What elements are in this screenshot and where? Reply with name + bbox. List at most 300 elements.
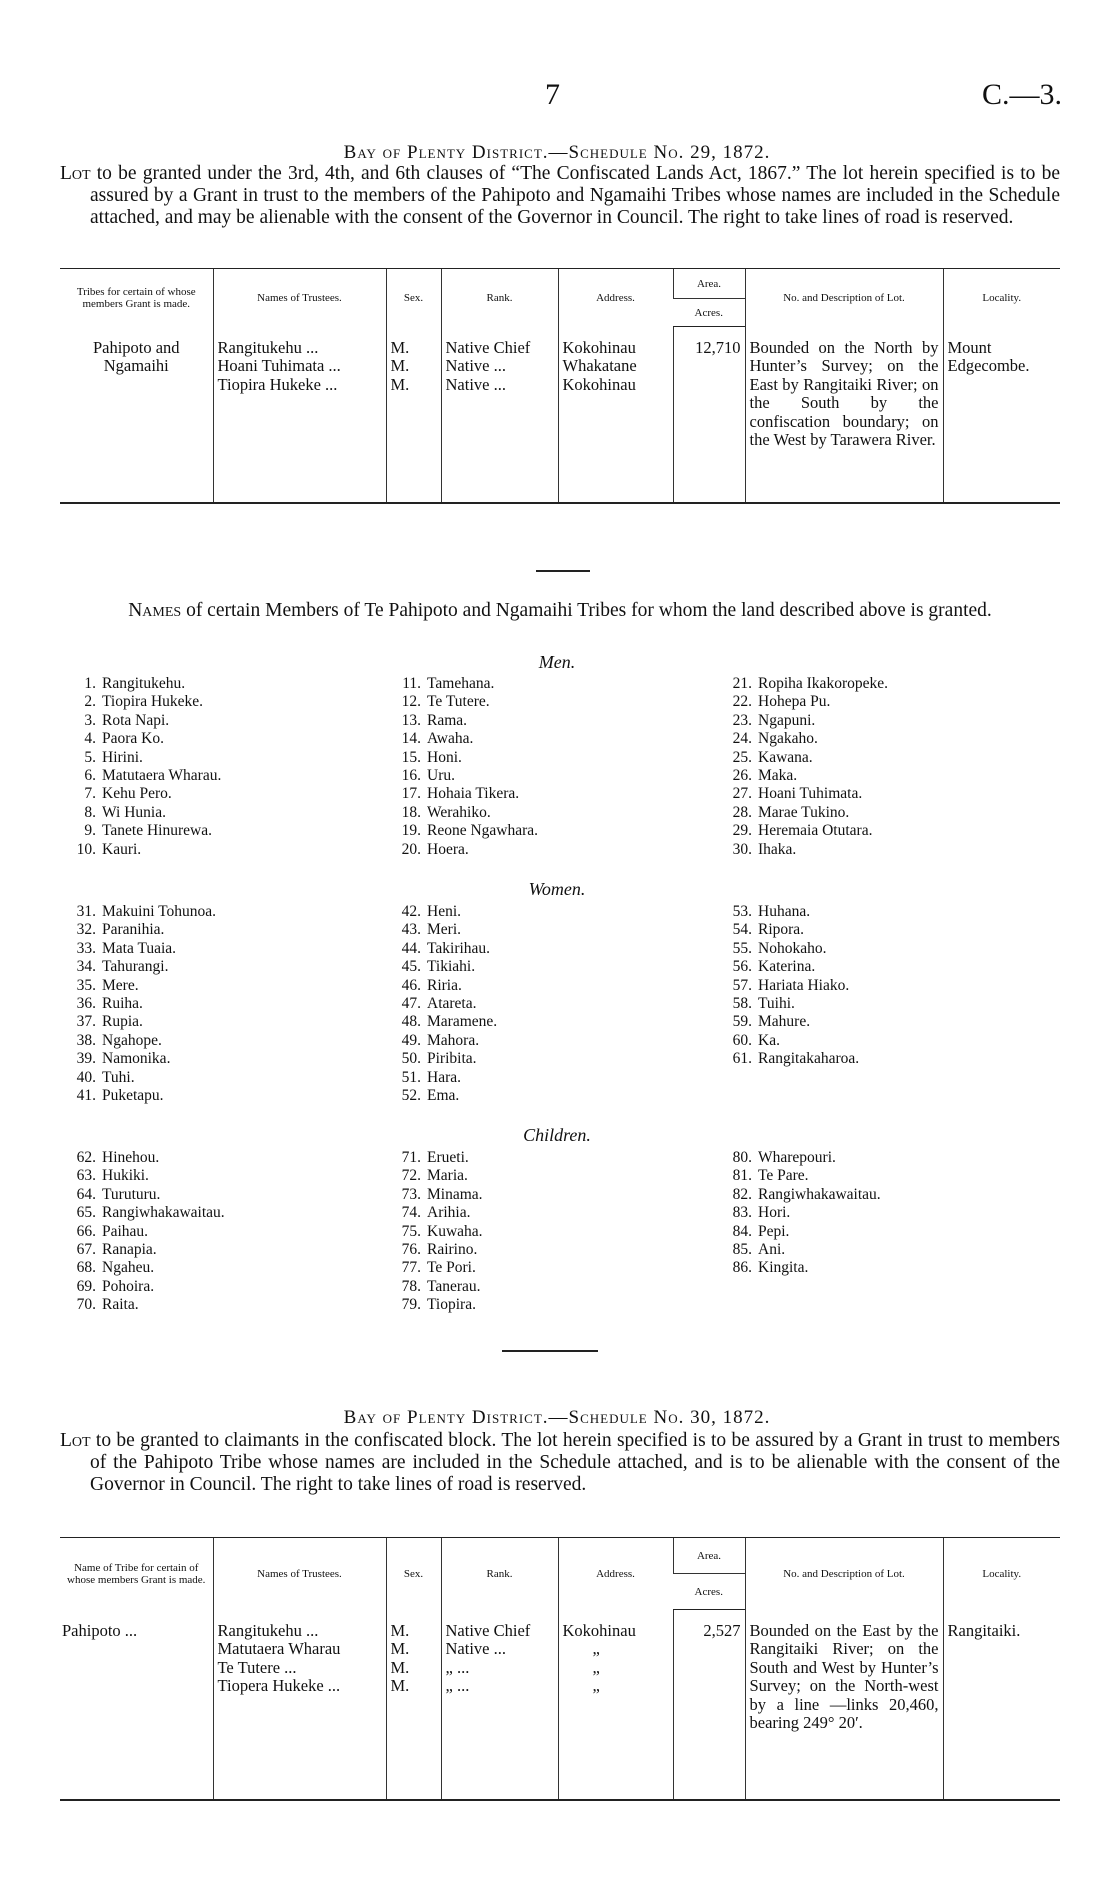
list-item — [66, 1149, 225, 1167]
header-sex: Sex. — [386, 269, 441, 327]
tribe-cell: Pahipoto and Ngamaihi — [60, 327, 213, 503]
trustees-cell — [213, 327, 386, 503]
list-item — [722, 921, 859, 939]
list-item — [66, 675, 221, 693]
list-item — [66, 1241, 225, 1259]
table-row — [60, 327, 1060, 503]
list-item-name: Maria. — [427, 1167, 468, 1185]
list-item — [722, 1241, 881, 1259]
list-item-name: Minama. — [427, 1185, 483, 1203]
list-item-name: Kingita. — [758, 1259, 809, 1277]
list-item — [722, 903, 859, 921]
list-item-number: 33. — [76, 939, 96, 957]
list-item-number: 41. — [76, 1087, 96, 1105]
list-item-name: Rangiwhakawaitau. — [758, 1185, 881, 1203]
list-item-number: 2. — [84, 693, 96, 711]
women-label: Women. — [528, 879, 586, 899]
list-item-name: Ripora. — [758, 921, 805, 939]
list-item — [722, 785, 888, 803]
list-item — [66, 958, 216, 976]
list-item-number: 42. — [401, 903, 421, 920]
list-item-name: Paranihia. — [102, 921, 165, 939]
list-item-number: 54. — [732, 921, 752, 939]
list-item — [66, 804, 221, 822]
list-item-name: Ngakaho. — [758, 730, 818, 748]
list-item — [722, 1259, 881, 1277]
list-item-number: 67. — [76, 1241, 96, 1259]
list-item-number: 43. — [401, 921, 421, 939]
list-item — [722, 1050, 859, 1068]
sex: M. — [390, 1639, 410, 1658]
list-item — [722, 749, 888, 767]
list-item-name: Hirini. — [102, 748, 143, 766]
list-item — [66, 712, 221, 730]
list-item-number: 24. — [732, 730, 752, 748]
sex: M. — [390, 1657, 410, 1677]
schedule-30-paragraph — [60, 1430, 1060, 1496]
names-heading-text: of certain Members of Te Pahipoto and Ngamaihi Tribes for whom the land described above is granted. — [181, 600, 992, 621]
list-item — [391, 1069, 497, 1087]
men-label: Men. — [538, 652, 576, 672]
list-item — [722, 1149, 881, 1167]
list-item-name: Uru. — [427, 767, 455, 785]
list-item — [722, 1032, 859, 1050]
list-item-number: 44. — [401, 939, 421, 957]
list-item-name: Marae Tukino. — [758, 803, 850, 821]
header-area: Area. — [673, 1538, 745, 1574]
list-item-number: 62. — [76, 1149, 96, 1166]
list-item — [722, 675, 888, 693]
list-item — [391, 804, 538, 822]
list-item-name: Mahora. — [427, 1031, 480, 1049]
children-column-2 — [391, 1149, 483, 1315]
list-item — [722, 804, 888, 822]
list-item-name: Tiopira Hukeke. — [102, 693, 204, 711]
list-item-number: 39. — [76, 1050, 96, 1068]
men-column-3 — [722, 675, 888, 859]
trustee: Te Tutere ... — [217, 1657, 297, 1677]
list-item-name: Piribita. — [427, 1050, 477, 1068]
list-item — [391, 903, 497, 921]
list-item-number: 12. — [401, 693, 421, 711]
list-item-number: 18. — [401, 803, 421, 821]
list-item-name: Tuihi. — [758, 995, 795, 1013]
list-item — [66, 1050, 216, 1068]
list-item-number: 56. — [732, 958, 752, 976]
list-item-name: Rupia. — [102, 1013, 143, 1031]
list-item-name: Tamehana. — [427, 675, 495, 692]
trustee: Matutaera Wharau — [217, 1639, 341, 1658]
list-item-name: Paora Ko. — [102, 730, 164, 748]
list-item — [66, 1296, 225, 1314]
list-item-name: Maramene. — [427, 1013, 498, 1031]
list-item-number: 53. — [732, 903, 752, 920]
header-address: Address. — [558, 269, 673, 327]
list-item-number: 81. — [732, 1167, 752, 1185]
list-item — [722, 1204, 881, 1222]
list-item-name: Reone Ngawhara. — [427, 822, 539, 840]
list-item — [391, 693, 538, 711]
list-item — [66, 693, 221, 711]
women-column-1 — [66, 903, 216, 1105]
list-item-name: Te Pare. — [758, 1167, 809, 1185]
address: Kokohinau — [562, 337, 636, 357]
men-column-2 — [391, 675, 538, 859]
list-item-name: Kehu Pero. — [102, 785, 172, 803]
header-description: No. and Description of Lot. — [745, 269, 943, 327]
list-item — [391, 977, 497, 995]
list-item-number: 60. — [732, 1031, 752, 1049]
list-item — [66, 841, 221, 859]
list-item-number: 74. — [401, 1204, 421, 1222]
list-item — [66, 1259, 225, 1277]
list-item-name: Hohepa Pu. — [758, 693, 831, 711]
list-item-number: 15. — [401, 748, 421, 766]
list-item — [66, 995, 216, 1013]
list-item-number: 86. — [732, 1259, 752, 1277]
men-column-1 — [66, 675, 221, 859]
header-rank: Rank. — [441, 269, 558, 327]
list-item-name: Tikiahi. — [427, 958, 476, 976]
header-address: Address. — [558, 1538, 673, 1610]
list-item-name: Hariata Hiako. — [758, 976, 850, 994]
list-item — [391, 995, 497, 1013]
list-item — [391, 1032, 497, 1050]
list-item-name: Rairino. — [427, 1241, 478, 1259]
list-item — [391, 712, 538, 730]
tribe-cell: Pahipoto ... — [60, 1610, 213, 1800]
list-item — [391, 785, 538, 803]
list-item-name: Kuwaha. — [427, 1222, 483, 1240]
list-item-number: 26. — [732, 767, 752, 785]
schedule-30-table — [60, 1537, 1060, 1801]
list-item-number: 46. — [401, 976, 421, 994]
list-item — [391, 1278, 483, 1296]
list-item-number: 16. — [401, 767, 421, 785]
list-item-number: 76. — [401, 1241, 421, 1259]
list-item — [722, 995, 859, 1013]
list-item-name: Tanerau. — [427, 1277, 481, 1295]
list-item-number: 5. — [84, 748, 96, 766]
list-item-name: Namonika. — [102, 1050, 171, 1068]
list-item-number: 31. — [76, 903, 96, 920]
list-item-number: 30. — [732, 840, 752, 858]
list-item-name: Kauri. — [102, 840, 142, 858]
locality-cell: Rangitaiki. — [943, 1610, 1060, 1800]
sex: M. — [390, 337, 410, 357]
page-number: 7 — [545, 78, 560, 111]
list-item — [391, 1013, 497, 1031]
trustee: Tiopera Hukeke ... — [217, 1676, 341, 1695]
header-rank: Rank. — [441, 1538, 558, 1610]
address: Whakatane — [562, 356, 637, 375]
list-item-name: Hukiki. — [102, 1167, 149, 1185]
list-item-name: Heni. — [427, 903, 462, 920]
list-item — [66, 940, 216, 958]
list-item — [722, 1186, 881, 1204]
list-item-number: 25. — [732, 748, 752, 766]
list-item-name: Mahure. — [758, 1013, 811, 1031]
children-column-1 — [66, 1149, 225, 1315]
list-item-number: 20. — [401, 840, 421, 858]
rank: Native Chief — [445, 337, 531, 357]
list-item — [66, 1204, 225, 1222]
list-item-name: Rama. — [427, 711, 468, 729]
list-item-number: 4. — [84, 730, 96, 748]
list-item — [391, 675, 538, 693]
address-cell — [558, 1610, 673, 1800]
header-trustees: Names of Trustees. — [213, 1538, 386, 1610]
list-item-name: Nohokaho. — [758, 939, 827, 957]
list-item — [66, 1013, 216, 1031]
list-item-number: 23. — [732, 711, 752, 729]
list-item-number: 1. — [84, 675, 96, 692]
list-item — [722, 841, 888, 859]
list-item-name: Hinehou. — [102, 1149, 160, 1166]
list-item — [722, 958, 859, 976]
list-item — [391, 1223, 483, 1241]
list-item-name: Te Pori. — [427, 1259, 476, 1277]
names-heading — [60, 600, 1060, 622]
list-item — [722, 712, 888, 730]
list-item-name: Paihau. — [102, 1222, 149, 1240]
list-item-number: 75. — [401, 1222, 421, 1240]
trustees-cell — [213, 1610, 386, 1800]
header-sex: Sex. — [386, 1538, 441, 1610]
lead-word: Lot — [60, 1430, 91, 1451]
list-item-number: 83. — [732, 1204, 752, 1222]
list-item-name: Ngahope. — [102, 1031, 162, 1049]
list-item-name: Maka. — [758, 767, 798, 785]
list-item — [391, 1241, 483, 1259]
list-item — [391, 1149, 483, 1167]
list-item — [391, 1204, 483, 1222]
list-item-name: Hoani Tuhimata. — [758, 785, 863, 803]
list-item-number: 48. — [401, 1013, 421, 1031]
list-item — [391, 767, 538, 785]
list-item — [722, 693, 888, 711]
list-item-name: Arihia. — [427, 1204, 471, 1222]
list-item — [66, 749, 221, 767]
list-item — [66, 903, 216, 921]
children-column-3 — [722, 1149, 881, 1278]
list-item-number: 59. — [732, 1013, 752, 1031]
list-item-number: 70. — [76, 1296, 96, 1314]
sex-cell — [386, 327, 441, 503]
list-item — [391, 940, 497, 958]
list-item-number: 40. — [76, 1068, 96, 1086]
list-item — [66, 1167, 225, 1185]
sex: M. — [390, 356, 410, 375]
list-item-number: 68. — [76, 1259, 96, 1277]
list-item — [722, 1167, 881, 1185]
list-item-name: Makuini Tohunoa. — [102, 903, 217, 920]
women-column-3 — [722, 903, 859, 1069]
list-item-number: 28. — [732, 803, 752, 821]
header-acres: Acres. — [673, 299, 745, 327]
list-item — [391, 1259, 483, 1277]
list-item-name: Katerina. — [758, 958, 816, 976]
list-item-number: 52. — [401, 1087, 421, 1105]
list-item-name: Tanete Hinurewa. — [102, 822, 212, 840]
list-item-number: 3. — [84, 711, 96, 729]
list-item-number: 35. — [76, 976, 96, 994]
list-item-number: 61. — [732, 1050, 752, 1068]
list-item — [391, 958, 497, 976]
list-item-number: 22. — [732, 693, 752, 711]
header-area: Area. — [673, 269, 745, 299]
schedule-30-heading: Bay of Plenty District.—Schedule No. 30, 1872. — [343, 1407, 771, 1428]
list-item-number: 78. — [401, 1277, 421, 1295]
list-item — [391, 1087, 497, 1105]
list-item-name: Ruiha. — [102, 995, 143, 1013]
header-description: No. and Description of Lot. — [745, 1538, 943, 1610]
list-item — [391, 749, 538, 767]
rank-cell — [441, 327, 558, 503]
list-item-name: Pohoira. — [102, 1277, 155, 1295]
list-item — [722, 977, 859, 995]
divider — [502, 1350, 598, 1352]
list-item-number: 27. — [732, 785, 752, 803]
rank-cell — [441, 1610, 558, 1800]
trustee: Tiopira Hukeke ... — [217, 374, 338, 394]
list-item — [722, 940, 859, 958]
description-cell: Bounded on the North by Hunter’s Survey; on the East by Rangitaiki River; on the South by the confiscation boundary; on the West by Tarawera River. — [745, 327, 943, 503]
header-trustees: Names of Trustees. — [213, 269, 386, 327]
list-item-name: Hohaia Tikera. — [427, 785, 520, 803]
table-row — [60, 1610, 1060, 1800]
list-item — [66, 1032, 216, 1050]
list-item-name: Mata Tuaia. — [102, 939, 177, 957]
list-item-name: Honi. — [427, 748, 462, 766]
list-item-name: Ranapia. — [102, 1241, 157, 1259]
list-item-number: 10. — [76, 840, 96, 858]
list-item-number: 45. — [401, 958, 421, 976]
list-item — [722, 767, 888, 785]
list-item-number: 14. — [401, 730, 421, 748]
children-label: Children. — [523, 1125, 591, 1145]
list-item-number: 58. — [732, 995, 752, 1013]
list-item-number: 36. — [76, 995, 96, 1013]
list-item-number: 84. — [732, 1222, 752, 1240]
list-item — [391, 1050, 497, 1068]
list-item-name: Matutaera Wharau. — [102, 767, 222, 785]
list-item-name: Hoera. — [427, 840, 469, 858]
schedule-29-paragraph — [60, 163, 1060, 229]
list-item-name: Te Tutere. — [427, 693, 490, 711]
rank: Native ... — [445, 374, 506, 394]
acres-cell: 2,527 — [673, 1610, 745, 1800]
sex: M. — [390, 1676, 410, 1695]
list-item-number: 38. — [76, 1031, 96, 1049]
rank: „ ... — [445, 1676, 470, 1695]
header-acres: Acres. — [673, 1574, 745, 1610]
list-item-number: 85. — [732, 1241, 752, 1259]
list-item — [391, 841, 538, 859]
sex-cell — [386, 1610, 441, 1800]
list-item — [722, 1013, 859, 1031]
list-item-number: 55. — [732, 939, 752, 957]
list-item-number: 7. — [84, 785, 96, 803]
list-item-number: 72. — [401, 1167, 421, 1185]
list-item — [66, 921, 216, 939]
lead-word: Lot — [60, 163, 91, 184]
rank: „ ... — [445, 1657, 470, 1677]
list-item-number: 79. — [401, 1296, 421, 1314]
list-item-number: 64. — [76, 1185, 96, 1203]
list-item-name: Rangitukehu. — [102, 675, 186, 692]
list-item-name: Tiopira. — [427, 1296, 476, 1314]
address: „ — [592, 1676, 600, 1695]
list-item-number: 11. — [402, 675, 421, 692]
acres-cell: 12,710 — [673, 327, 745, 503]
list-item-name: Raita. — [102, 1296, 139, 1314]
list-item-number: 9. — [84, 822, 96, 840]
header-tribe: Name of Tribe for certain of whose members Grant is made. — [60, 1538, 213, 1610]
list-item-name: Awaha. — [427, 730, 474, 748]
list-item-number: 65. — [76, 1204, 96, 1222]
list-item-name: Takirihau. — [427, 939, 491, 957]
header-tribes: Tribes for certain of whose members Grant is made. — [60, 269, 213, 327]
list-item — [722, 822, 888, 840]
list-item — [66, 977, 216, 995]
list-item-number: 19. — [401, 822, 421, 840]
list-item — [722, 730, 888, 748]
list-item-name: Hori. — [758, 1204, 791, 1222]
list-item-name: Pepi. — [758, 1222, 790, 1240]
list-item — [66, 767, 221, 785]
list-item-name: Meri. — [427, 921, 462, 939]
women-column-2 — [391, 903, 497, 1105]
list-item — [391, 822, 538, 840]
list-item-name: Ropiha Ikakoropeke. — [758, 675, 888, 692]
list-item-number: 37. — [76, 1013, 96, 1031]
address-cell — [558, 327, 673, 503]
list-item-number: 71. — [401, 1149, 421, 1166]
list-item-number: 57. — [732, 976, 752, 994]
list-item-name: Heremaia Otutara. — [758, 822, 873, 840]
list-item-number: 82. — [732, 1185, 752, 1203]
address: „ — [592, 1657, 600, 1677]
schedule-29-heading: Bay of Plenty District.—Schedule No. 29, 1872. — [343, 142, 771, 163]
list-item-name: Riria. — [427, 976, 462, 994]
list-item-name: Wi Hunia. — [102, 803, 166, 821]
list-item-name: Rangitakaharoa. — [758, 1050, 860, 1068]
header-locality: Locality. — [943, 269, 1060, 327]
list-item-name: Ihaka. — [758, 840, 797, 858]
list-item-number: 66. — [76, 1222, 96, 1240]
list-item — [66, 730, 221, 748]
rank: Native ... — [445, 356, 506, 375]
paragraph-text: to be granted to claimants in the confiscated block. The lot herein specified is to be assured by a Grant in trust to members of the Pahipoto Tribe whose names are included in the Schedule attached, and is to be alienable with the consent of the Governor in Council. The right to take lines of road is reserved. — [90, 1430, 1060, 1495]
schedule-29-table — [60, 268, 1060, 504]
list-item-name: Ani. — [758, 1241, 786, 1259]
list-item — [66, 1186, 225, 1204]
locality-cell: Mount Edgecombe. — [943, 327, 1060, 503]
description-cell: Bounded on the East by the Rangitaiki River; on the South and West by Hunter’s Survey; on the North-west by a line —links 20,460, bearing 249° 20′. — [745, 1610, 943, 1800]
list-item-name: Rota Napi. — [102, 711, 170, 729]
list-item-number: 17. — [401, 785, 421, 803]
document-reference: C.—3. — [981, 78, 1062, 111]
list-item-name: Werahiko. — [427, 803, 491, 821]
list-item-name: Tuhi. — [102, 1068, 135, 1086]
list-item-name: Ema. — [427, 1087, 460, 1105]
list-item — [391, 1186, 483, 1204]
list-item-number: 50. — [401, 1050, 421, 1068]
list-item-name: Rangiwhakawaitau. — [102, 1204, 225, 1222]
list-item-name: Turuturu. — [102, 1185, 161, 1203]
list-item-number: 69. — [76, 1277, 96, 1295]
